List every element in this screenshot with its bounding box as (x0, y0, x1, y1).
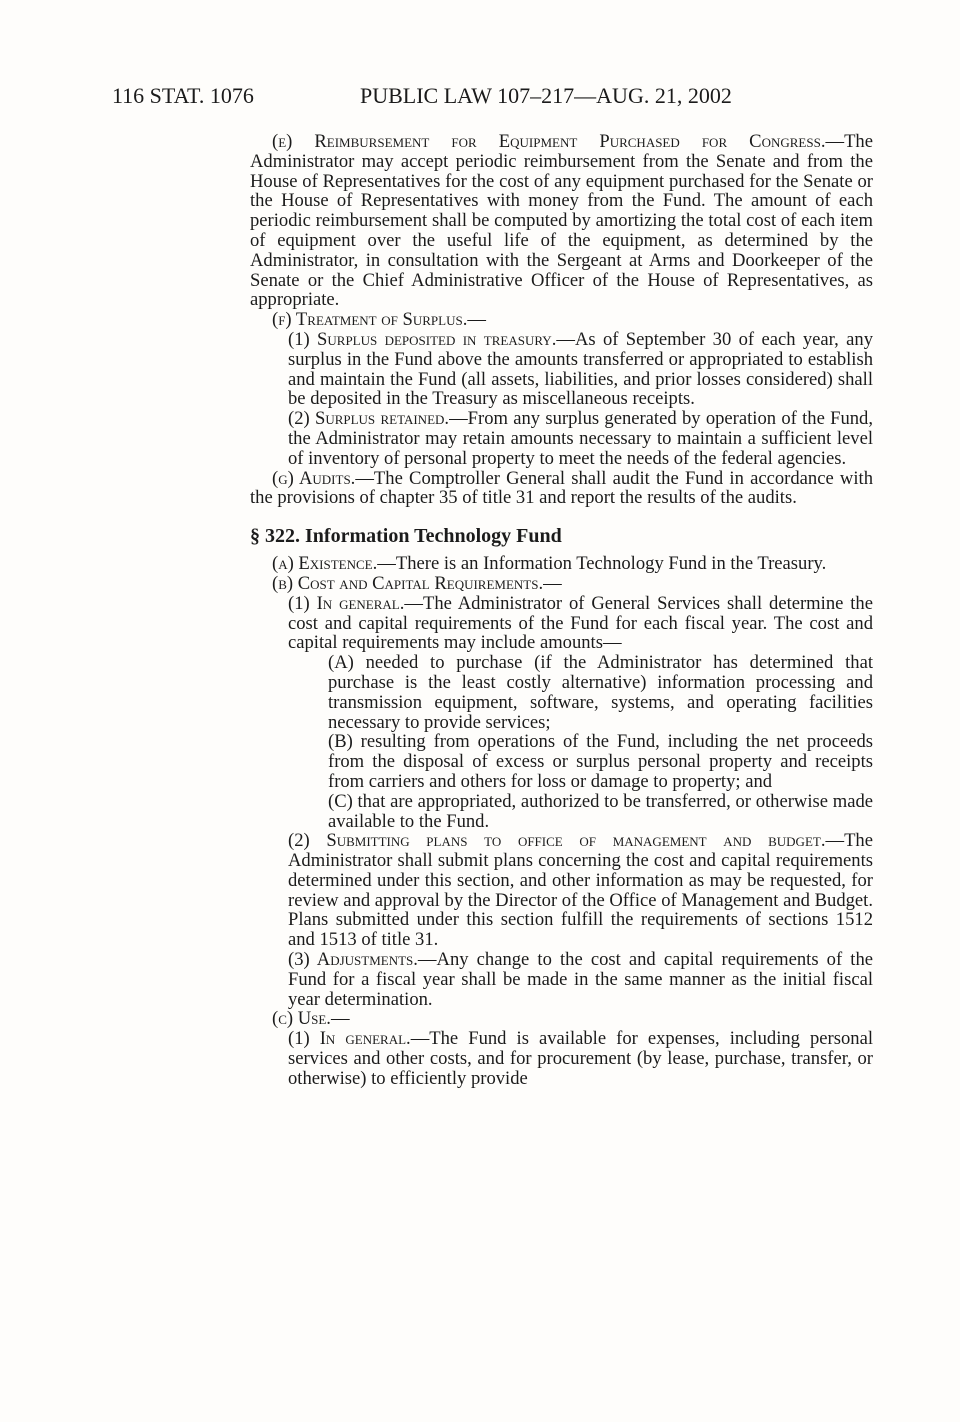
paragraph-f1 (250, 330, 873, 409)
paragraph-g (250, 469, 873, 509)
heading-f2: (2) Surplus retained. (288, 408, 450, 430)
text-e: —The Administrator may accept periodic reimbursement from the Senate and from the House of Representatives for the cost of any equipment purchased for the Senate or the House of Representatives with money from the Fund. The amount of each periodic reimbursement shall be computed by amortizing the total cost of each item of equipment over the useful life of the equipment, as determined by the Administrator, in consultation with the Sergeant at Arms and Doorkeeper of the Senate or the Chief Administrative Officer of the House of Representatives, as appropriate. (250, 131, 873, 311)
paragraph-e (250, 132, 873, 310)
paragraph-f (250, 310, 873, 330)
heading-e: (e) Reimbursement for Equipment Purchased for Congress. (272, 131, 826, 152)
paragraph-c (250, 1009, 873, 1029)
text-b3: —Any change to the cost and capital requirements of the Fund for a fiscal year shall be made in the same manner as the initial fiscal year determination. (288, 949, 873, 1010)
heading-a: (a) Existence. (272, 553, 378, 575)
paragraph-b1-A: (A) needed to purchase (if the Administrator has determined that purchase is the least costly alternative) information processing and transmission equipment, software, systems, and operating facilities necessary to provide services; (328, 652, 873, 733)
section-title: § 322. Information Technology Fund (250, 525, 562, 548)
heading-b2: (2) Submitting plans to office of management and budget. (288, 830, 826, 852)
paragraph-f2 (250, 409, 873, 468)
text-b1: —The Administrator of General Services shall determine the cost and capital requirements of the Fund for each fiscal year. The cost and capital requirements may include amounts— (288, 592, 873, 654)
paragraph-a (250, 554, 873, 574)
heading-b1: (1) In general. (288, 592, 405, 614)
stat-page-number: 116 STAT. 1076 (112, 83, 254, 108)
text-c: — (330, 1008, 350, 1030)
paragraph-b2 (250, 831, 873, 950)
paragraph-b1-C: (C) that are appropriated, authorized to be transferred, or otherwise made available to the Fund. (328, 790, 873, 832)
paragraph-b (250, 574, 873, 594)
public-law-citation: PUBLIC LAW 107–217—AUG. 21, 2002 (360, 83, 732, 108)
heading-f1: (1) Surplus deposited in treasury. (288, 328, 557, 350)
heading-g: (g) Audits. (272, 467, 356, 489)
heading-c1: (1) In general. (288, 1028, 411, 1050)
text-a: —There is an Information Technology Fund in the Treasury. (377, 553, 827, 575)
text-f1: —As of September 30 of each year, any surplus in the Fund above the amounts transferred or appropriated to establish and maintain the Fund (all assets, liabilities, and prior losses considered) shall be deposited in the Treasury as miscellaneous receipts. (288, 328, 873, 410)
text-b: — (543, 572, 562, 594)
heading-b3: (3) Adjustments. (288, 949, 418, 971)
text-f: — (467, 309, 486, 331)
heading-c: (c) Use. (272, 1008, 331, 1030)
heading-b: (b) Cost and Capital Requirements. (272, 572, 544, 594)
paragraph-b1 (250, 594, 873, 653)
document-body (250, 132, 873, 1089)
text-c1: —The Fund is available for expenses, including personal services and other costs, and for procurement (by lease, purchase, transfer, or otherwise) to efficiently provide (288, 1028, 873, 1089)
paragraph-b1-B: (B) resulting from operations of the Fund, including the net proceeds from the disposal of excess or surplus personal property and receipts from carriers and others for loss or damage to property; and (328, 731, 873, 792)
heading-f: (f) Treatment of Surplus. (272, 309, 468, 331)
text-f2: —From any surplus generated by operation of the Fund, the Administrator may retain amounts necessary to maintain a sufficient level of inventory of personal property to meet the needs of the federal agencies. (288, 408, 874, 469)
paragraph-b3 (250, 950, 873, 1009)
text-g: —The Comptroller General shall audit the Fund in accordance with the provisions of chapter 35 of title 31 and report the results of the audits. (250, 467, 873, 509)
paragraph-c1 (250, 1029, 873, 1088)
text-b2: —The Administrator shall submit plans concerning the cost and capital requirements determined under this section, and other information as may be requested, for review and approval by the Director of the Office of Management and Budget. Plans submitted under this section fulfill the requirements of sections 1512 and 1513 of title 31. (288, 830, 873, 951)
